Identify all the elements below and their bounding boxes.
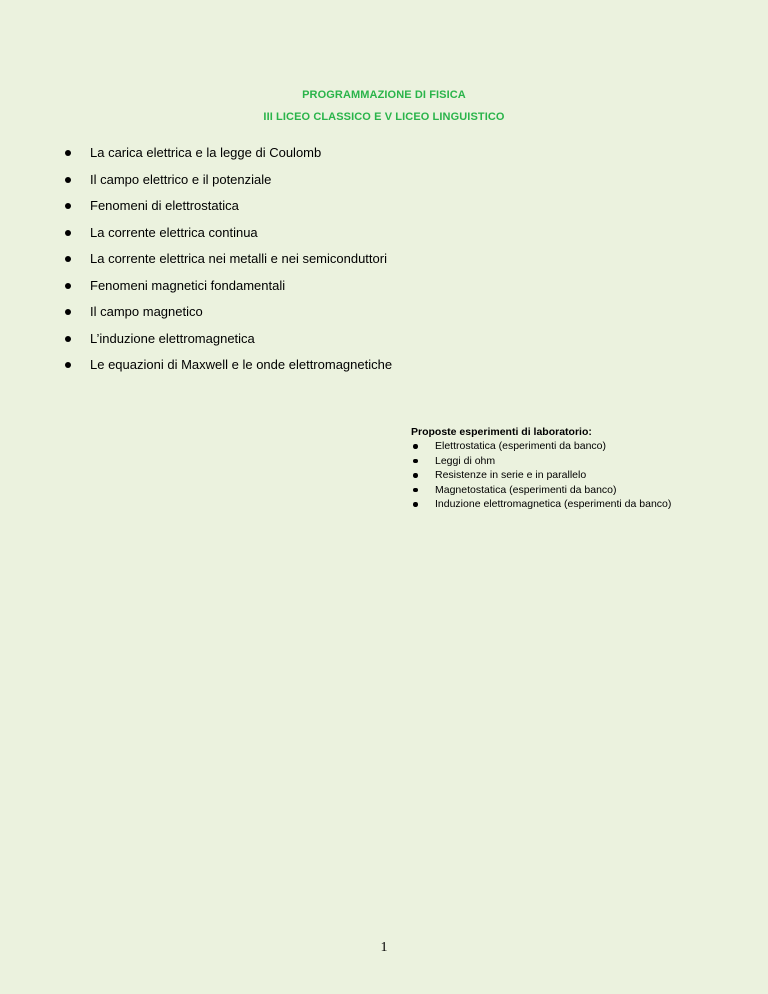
topic-text: La corrente elettrica continua: [90, 224, 258, 240]
bullet-icon: [65, 256, 71, 262]
topic-text: L’induzione elettromagnetica: [90, 330, 255, 346]
topic-text: La carica elettrica e la legge di Coulomb: [90, 145, 322, 160]
bullet-icon: [413, 444, 418, 449]
bullet-icon: [413, 473, 418, 478]
title-line-1: PROGRAMMAZIONE DI FISICA: [302, 89, 466, 101]
topic-text: Fenomeni magnetici fondamentali: [90, 277, 286, 293]
bullet-icon: [65, 336, 71, 342]
list-item: [411, 439, 671, 454]
list-item: [65, 223, 392, 250]
list-item: [65, 143, 392, 170]
lab-item-text: Induzione elettromagnetica (esperimenti da banco): [435, 498, 672, 510]
lab-item-text: Magnetostatica (esperimenti da banco): [435, 483, 617, 496]
lab-experiments: [411, 425, 671, 512]
list-item: [411, 468, 671, 483]
list-item: [65, 249, 392, 276]
bullet-icon: [65, 362, 71, 368]
bullet-icon: [65, 283, 71, 289]
lab-item-text: Resistenze in serie e in parallelo: [435, 469, 587, 481]
list-item: [411, 483, 671, 498]
document-title: [0, 84, 768, 128]
topics-list: [65, 143, 392, 382]
lab-item-text: Leggi di ohm: [435, 454, 496, 467]
topic-text: Fenomeni di elettrostatica: [90, 198, 239, 213]
list-item: [65, 302, 392, 329]
list-item: [411, 454, 671, 469]
bullet-icon: [65, 203, 71, 209]
list-item: [65, 170, 392, 197]
bullet-icon: [65, 150, 71, 156]
topic-text: Il campo magnetico: [90, 304, 203, 319]
list-item: [65, 355, 392, 382]
list-item: [411, 497, 671, 512]
page-number: 1: [380, 940, 388, 955]
list-item: [65, 196, 392, 223]
bullet-icon: [413, 502, 418, 507]
lab-heading: Proposte esperimenti di laboratorio:: [411, 426, 592, 438]
bullet-icon: [65, 309, 71, 315]
bullet-icon: [413, 459, 418, 464]
topic-text: Il campo elettrico e il potenziale: [90, 171, 272, 187]
bullet-icon: [65, 230, 71, 236]
list-item: [65, 276, 392, 303]
lab-item-text: Elettrostatica (esperimenti da banco): [435, 440, 606, 452]
topic-text: La corrente elettrica nei metalli e nei semiconduttori: [90, 251, 387, 266]
list-item: [65, 329, 392, 356]
bullet-icon: [65, 177, 71, 183]
title-line-2: III LICEO CLASSICO E V LICEO LINGUISTICO: [263, 111, 505, 123]
bullet-icon: [413, 488, 418, 493]
topic-text: Le equazioni di Maxwell e le onde elettromagnetiche: [90, 357, 393, 372]
lab-list: [411, 439, 671, 512]
